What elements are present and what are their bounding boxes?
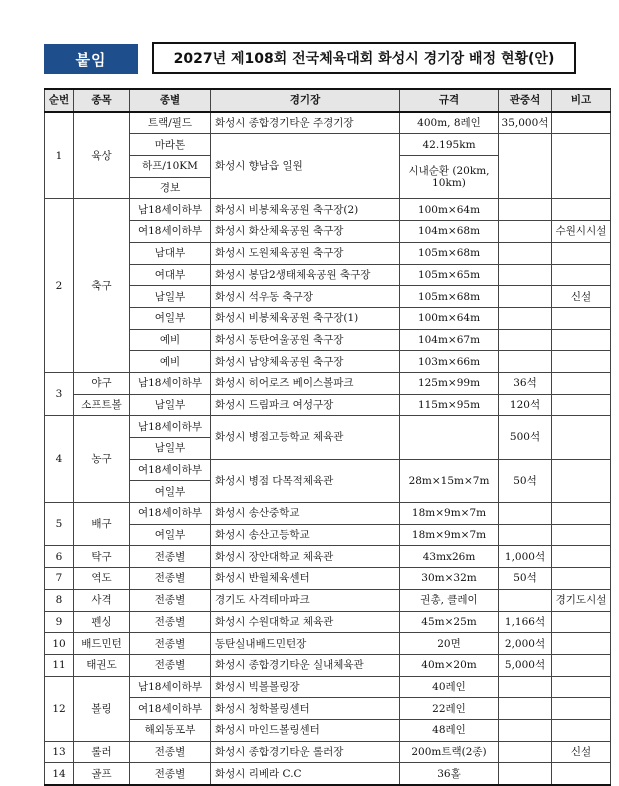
table-row	[45, 264, 611, 286]
table-row	[45, 698, 611, 720]
division: 남18세이하부	[130, 199, 211, 221]
row-number: 8	[45, 589, 74, 611]
division: 마라톤	[130, 134, 211, 156]
note	[552, 546, 611, 568]
spec: 105m×65m	[400, 264, 499, 286]
note	[552, 329, 611, 351]
seats	[499, 134, 552, 199]
row-number: 2	[45, 199, 74, 373]
note	[552, 416, 611, 459]
division: 해외동포부	[130, 719, 211, 741]
note: 신설	[552, 286, 611, 308]
sport-name: 배드민턴	[74, 633, 130, 655]
row-number: 11	[45, 654, 74, 676]
division: 예비	[130, 329, 211, 351]
division: 여18세이하부	[130, 459, 211, 481]
venue: 화성시 봉담2생태체육공원 축구장	[211, 264, 400, 286]
seats: 1,000석	[499, 546, 552, 568]
note	[552, 503, 611, 525]
venue: 화성시 석우동 축구장	[211, 286, 400, 308]
note: 수원시시설	[552, 221, 611, 243]
spec: 45m×25m	[400, 611, 499, 633]
division: 여일부	[130, 481, 211, 503]
sport-name: 태권도	[74, 654, 130, 676]
sport-name: 골프	[74, 763, 130, 785]
table-row	[45, 221, 611, 243]
col-header-note: 비고	[552, 89, 611, 112]
seats	[499, 307, 552, 329]
row-number: 9	[45, 611, 74, 633]
division: 남18세이하부	[130, 676, 211, 698]
venue: 화성시 병점고등학교 체육관	[211, 416, 400, 459]
table-row	[45, 568, 611, 590]
row-number: 14	[45, 763, 74, 785]
table-row	[45, 394, 611, 416]
sport-name: 역도	[74, 568, 130, 590]
note: 경기도시설	[552, 589, 611, 611]
spec: 104m×68m	[400, 221, 499, 243]
table-row	[45, 503, 611, 525]
division: 여18세이하부	[130, 503, 211, 525]
spec: 104m×67m	[400, 329, 499, 351]
row-number: 4	[45, 416, 74, 503]
sport-name: 농구	[74, 416, 130, 503]
table-row	[45, 242, 611, 264]
note	[552, 719, 611, 741]
sport-name: 펜싱	[74, 611, 130, 633]
venue: 경기도 사격테마파크	[211, 589, 400, 611]
note	[552, 633, 611, 655]
table-row	[45, 524, 611, 546]
note	[552, 459, 611, 502]
table-row	[45, 372, 611, 394]
table-row	[45, 676, 611, 698]
col-header-spec: 규격	[400, 89, 499, 112]
seats	[499, 264, 552, 286]
division: 전종별	[130, 654, 211, 676]
row-number: 7	[45, 568, 74, 590]
header-row	[45, 89, 611, 112]
spec: 20면	[400, 633, 499, 655]
note: 신설	[552, 741, 611, 763]
spec: 36홀	[400, 763, 499, 785]
seats	[499, 242, 552, 264]
venue: 화성시 송산고등학교	[211, 524, 400, 546]
note	[552, 524, 611, 546]
table-row	[45, 719, 611, 741]
seats: 50석	[499, 568, 552, 590]
table-row	[45, 741, 611, 763]
seats: 500석	[499, 416, 552, 459]
note	[552, 394, 611, 416]
division: 여대부	[130, 264, 211, 286]
note	[552, 112, 611, 134]
col-header-sport: 종목	[74, 89, 130, 112]
spec: 28m×15m×7m	[400, 459, 499, 502]
table-row	[45, 611, 611, 633]
venue: 화성시 장안대학교 체육관	[211, 546, 400, 568]
division: 트랙/필드	[130, 112, 211, 134]
seats: 120석	[499, 394, 552, 416]
venue: 화성시 히어로즈 베이스볼파크	[211, 372, 400, 394]
spec: 22레인	[400, 698, 499, 720]
division: 전종별	[130, 741, 211, 763]
spec: 103m×66m	[400, 351, 499, 373]
venue: 화성시 화산체육공원 축구장	[211, 221, 400, 243]
spec: 200m트랙(2종)	[400, 741, 499, 763]
spec: 권총, 클레이	[400, 589, 499, 611]
table-row	[45, 351, 611, 373]
sport-name: 사격	[74, 589, 130, 611]
table-row	[45, 633, 611, 655]
table-row	[45, 112, 611, 134]
table-row	[45, 286, 611, 308]
row-number: 1	[45, 112, 74, 199]
sport-name: 소프트볼	[74, 394, 130, 416]
seats	[499, 698, 552, 720]
seats	[499, 676, 552, 698]
note	[552, 698, 611, 720]
row-number: 5	[45, 503, 74, 546]
venue: 화성시 반월체육센터	[211, 568, 400, 590]
row-number: 3	[45, 372, 74, 415]
row-number: 13	[45, 741, 74, 763]
spec: 105m×68m	[400, 286, 499, 308]
seats	[499, 286, 552, 308]
table-row	[45, 329, 611, 351]
table-row	[45, 459, 611, 481]
division: 전종별	[130, 568, 211, 590]
document-header	[44, 42, 576, 76]
venue: 화성시 수원대학교 체육관	[211, 611, 400, 633]
col-header-seats: 관중석	[499, 89, 552, 112]
row-number: 12	[45, 676, 74, 741]
sport-name: 야구	[74, 372, 130, 394]
sport-name: 롤러	[74, 741, 130, 763]
division: 전종별	[130, 546, 211, 568]
venue: 화성시 비봉체육공원 축구장(2)	[211, 199, 400, 221]
note	[552, 134, 611, 199]
table-row	[45, 134, 611, 156]
venue: 화성시 청학볼링센터	[211, 698, 400, 720]
note	[552, 568, 611, 590]
division: 여18세이하부	[130, 221, 211, 243]
seats	[499, 221, 552, 243]
division: 하프/10KM	[130, 156, 211, 178]
division: 전종별	[130, 589, 211, 611]
note	[552, 199, 611, 221]
venue: 동탄실내배드민턴장	[211, 633, 400, 655]
attachment-badge: 붙임	[44, 44, 138, 74]
spec: 42.195km	[400, 134, 499, 156]
seats	[499, 719, 552, 741]
note	[552, 242, 611, 264]
sport-name: 배구	[74, 503, 130, 546]
division: 남18세이하부	[130, 416, 211, 438]
row-number: 6	[45, 546, 74, 568]
venue: 화성시 도원체육공원 축구장	[211, 242, 400, 264]
venue: 화성시 종합경기타운 주경기장	[211, 112, 400, 134]
table-row	[45, 416, 611, 438]
table-row	[45, 589, 611, 611]
spec: 43mx26m	[400, 546, 499, 568]
spec: 48레인	[400, 719, 499, 741]
venue: 화성시 드림파크 여성구장	[211, 394, 400, 416]
venue: 화성시 마인드볼링센터	[211, 719, 400, 741]
division: 전종별	[130, 763, 211, 785]
venue: 화성시 종합경기타운 롤러장	[211, 741, 400, 763]
spec: 시내순환 (20km, 10km)	[400, 156, 499, 199]
spec: 100m×64m	[400, 307, 499, 329]
table-row	[45, 307, 611, 329]
note	[552, 307, 611, 329]
seats: 1,166석	[499, 611, 552, 633]
division: 전종별	[130, 633, 211, 655]
seats	[499, 351, 552, 373]
division: 여일부	[130, 524, 211, 546]
table-row	[45, 654, 611, 676]
division: 경보	[130, 177, 211, 199]
spec: 105m×68m	[400, 242, 499, 264]
division: 남대부	[130, 242, 211, 264]
spec: 40레인	[400, 676, 499, 698]
division: 남일부	[130, 286, 211, 308]
venue: 화성시 종합경기타운 실내체육관	[211, 654, 400, 676]
document-title: 2027년 제108회 전국체육대회 화성시 경기장 배정 현황(안)	[152, 42, 576, 74]
venue-table	[44, 88, 611, 786]
note	[552, 763, 611, 785]
seats	[499, 199, 552, 221]
col-header-no: 순번	[45, 89, 74, 112]
spec: 30m×32m	[400, 568, 499, 590]
seats: 35,000석	[499, 112, 552, 134]
venue: 화성시 리베라 C.C	[211, 763, 400, 785]
division: 남18세이하부	[130, 372, 211, 394]
note	[552, 372, 611, 394]
seats	[499, 524, 552, 546]
seats	[499, 503, 552, 525]
table-row	[45, 199, 611, 221]
spec: 100m×64m	[400, 199, 499, 221]
division: 여18세이하부	[130, 698, 211, 720]
seats	[499, 329, 552, 351]
division: 남일부	[130, 438, 211, 460]
col-header-venue: 경기장	[211, 89, 400, 112]
venue: 화성시 송산중학교	[211, 503, 400, 525]
note	[552, 611, 611, 633]
seats: 2,000석	[499, 633, 552, 655]
spec: 115m×95m	[400, 394, 499, 416]
table-row	[45, 546, 611, 568]
sport-name: 축구	[74, 199, 130, 373]
spec: 125m×99m	[400, 372, 499, 394]
sport-name: 볼링	[74, 676, 130, 741]
sport-name: 육상	[74, 112, 130, 199]
spec: 18m×9m×7m	[400, 503, 499, 525]
division: 남일부	[130, 394, 211, 416]
note	[552, 654, 611, 676]
seats: 50석	[499, 459, 552, 502]
note	[552, 351, 611, 373]
spec: 40m×20m	[400, 654, 499, 676]
venue: 화성시 남양체육공원 축구장	[211, 351, 400, 373]
division: 예비	[130, 351, 211, 373]
table-row	[45, 763, 611, 785]
venue: 화성시 병점 다목적체육관	[211, 459, 400, 502]
spec: 400m, 8레인	[400, 112, 499, 134]
row-number: 10	[45, 633, 74, 655]
seats: 36석	[499, 372, 552, 394]
venue: 화성시 동탄여울공원 축구장	[211, 329, 400, 351]
seats: 5,000석	[499, 654, 552, 676]
venue: 화성시 향남읍 일원	[211, 134, 400, 199]
seats	[499, 741, 552, 763]
seats	[499, 589, 552, 611]
spec: 18m×9m×7m	[400, 524, 499, 546]
venue: 화성시 비봉체육공원 축구장(1)	[211, 307, 400, 329]
spec	[400, 416, 499, 459]
seats	[499, 763, 552, 785]
note	[552, 676, 611, 698]
note	[552, 264, 611, 286]
venue: 화성시 빅볼볼링장	[211, 676, 400, 698]
division: 전종별	[130, 611, 211, 633]
sport-name: 탁구	[74, 546, 130, 568]
division: 여일부	[130, 307, 211, 329]
col-header-division: 종별	[130, 89, 211, 112]
